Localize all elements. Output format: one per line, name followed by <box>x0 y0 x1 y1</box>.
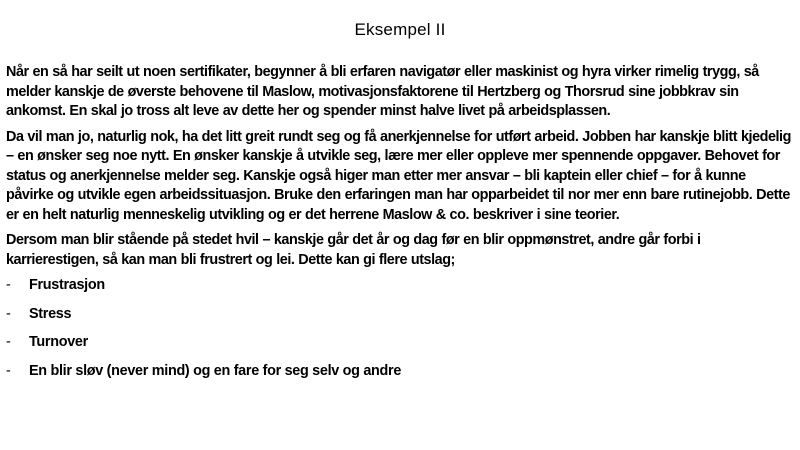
bullet-marker: - <box>6 277 11 293</box>
list-item <box>6 276 794 296</box>
paragraph-2: Da vil man jo, naturlig nok, ha det litt greit rundt seg og få anerkjennelse for utført arbeid. Jobben har kanskje blitt kjedelig – en ønsker seg noe nytt. En ønsker kanskje å utvikle seg, lære mer eller oppleve mer spennende oppgaver. Behovet for status og anerkjennelse melder seg. Kanskje også higer man etter mer ansvar – bli kaptein eller chief – for å kunne påvirke og utvikle egen arbeidssituasjon. Bruke den erfaringen man har opparbeidet til nor mer enn bare rutinejobb. Dette er en helt naturlig menneskelig utvikling og er det herrene Maslow & co. beskriver i sine teorier. <box>6 128 791 223</box>
paragraph-1: Når en så har seilt ut noen sertifikater, begynner å bli erfaren navigatør eller maskinist og hyra virker rimelig trygg, så melder kanskje de øverste behovene til Maslow, motivasjonsfaktorene til Hertzberg og Thorsrud sine jobbkrav sin ankomst. En skal jo tross alt leve av dette her og spender minst halve livet på arbeidsplassen. <box>6 64 759 119</box>
list-item-text: Turnover <box>29 334 88 350</box>
list-item-text: Frustrasjon <box>29 277 105 293</box>
list-item <box>6 333 794 353</box>
paragraph-3: Dersom man blir stående på stedet hvil – kanskje går det år og dag før en blir oppmønstret, andre går forbi i karrierestigen, så kan man bli frustrert og lei. Dette kan gi flere utslag; <box>6 232 701 268</box>
bullet-marker: - <box>6 305 11 322</box>
list-item <box>6 362 794 382</box>
bullet-marker: - <box>6 362 11 379</box>
slide-body <box>6 63 794 390</box>
consequence-list <box>6 276 794 381</box>
list-item-text: Stress <box>29 305 72 322</box>
bullet-marker: - <box>6 334 11 350</box>
list-item-text: En blir sløv (never mind) og en fare for seg selv og andre <box>29 362 402 379</box>
slide-title: Eksempel II <box>354 20 446 39</box>
list-item <box>6 305 794 325</box>
